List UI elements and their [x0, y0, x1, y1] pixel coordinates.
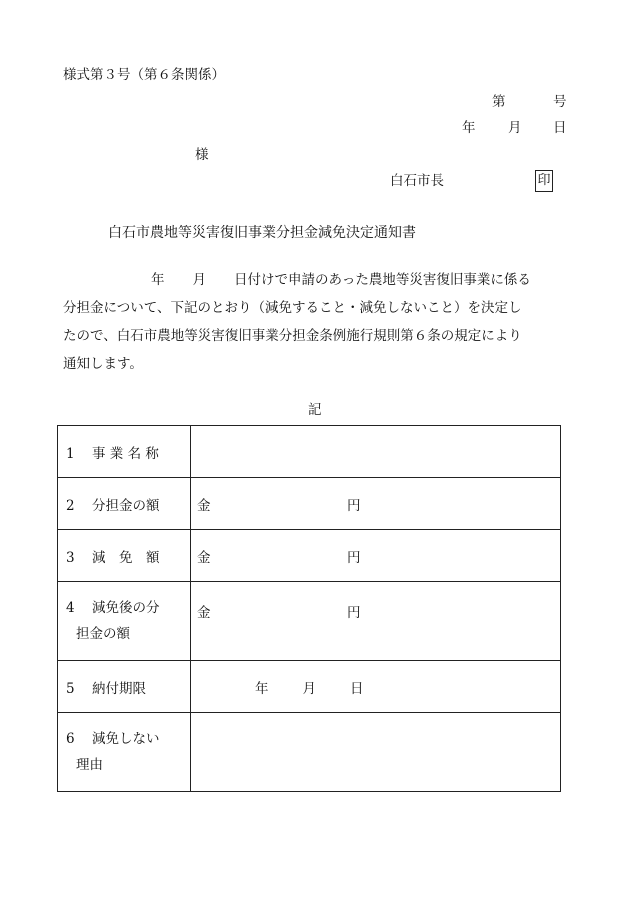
- body-month: 月: [192, 272, 206, 288]
- ki-heading: 記: [308, 402, 322, 418]
- document-number-prefix: 第: [492, 94, 506, 110]
- issue-date-month: 月: [508, 120, 522, 136]
- payment-deadline-field[interactable]: 年 月 日: [191, 661, 561, 713]
- body-line-1: [63, 266, 583, 294]
- details-table: [57, 425, 561, 792]
- row-label-reduction-amount: 3 減 免 額: [58, 530, 191, 582]
- document-number-suffix: 号: [553, 94, 567, 110]
- row-label-payment-deadline: 5 納付期限: [58, 661, 191, 713]
- row-label-after-reduction: 4 減免後の分 担金の額: [58, 582, 191, 661]
- reduction-amount-field[interactable]: 金 円: [191, 530, 561, 582]
- table-row: [58, 530, 561, 582]
- issue-date-day: 日: [553, 120, 567, 136]
- issue-date-year: 年: [462, 120, 476, 136]
- recipient-suffix: 様: [195, 147, 209, 163]
- document-title: 白石市農地等災害復旧事業分担金減免決定通知書: [108, 225, 416, 241]
- row-label-share-amount: 2 分担金の額: [58, 478, 191, 530]
- body-year: 年: [151, 272, 165, 288]
- issuer-name: 白石市長: [390, 173, 444, 189]
- project-name-field[interactable]: [191, 426, 561, 478]
- table-row: [58, 426, 561, 478]
- row-label-reason: 6 減免しない 理由: [58, 713, 191, 792]
- table-row: [58, 478, 561, 530]
- body-line-3: たので、白石市農地等災害復旧事業分担金条例施行規則第６条の規定により: [63, 328, 522, 344]
- seal-stamp: 印: [535, 170, 553, 192]
- table-row: [58, 661, 561, 713]
- table-row: [58, 582, 561, 661]
- form-number: 様式第３号（第６条関係）: [63, 67, 225, 83]
- after-reduction-amount-field[interactable]: 金 円: [191, 582, 561, 661]
- row-label-project-name: 1 事 業 名 称: [58, 426, 191, 478]
- body-line-2: 分担金について、下記のとおり（減免すること・減免しないこと）を決定し: [63, 300, 522, 316]
- share-amount-field[interactable]: 金 円: [191, 478, 561, 530]
- body-line-4: 通知します。: [63, 356, 143, 372]
- reason-field[interactable]: [191, 713, 561, 792]
- table-row: [58, 713, 561, 792]
- notice-body: [63, 266, 583, 378]
- body-line-1-text: 日付けで申請のあった農地等災害復旧事業に係る: [234, 272, 531, 288]
